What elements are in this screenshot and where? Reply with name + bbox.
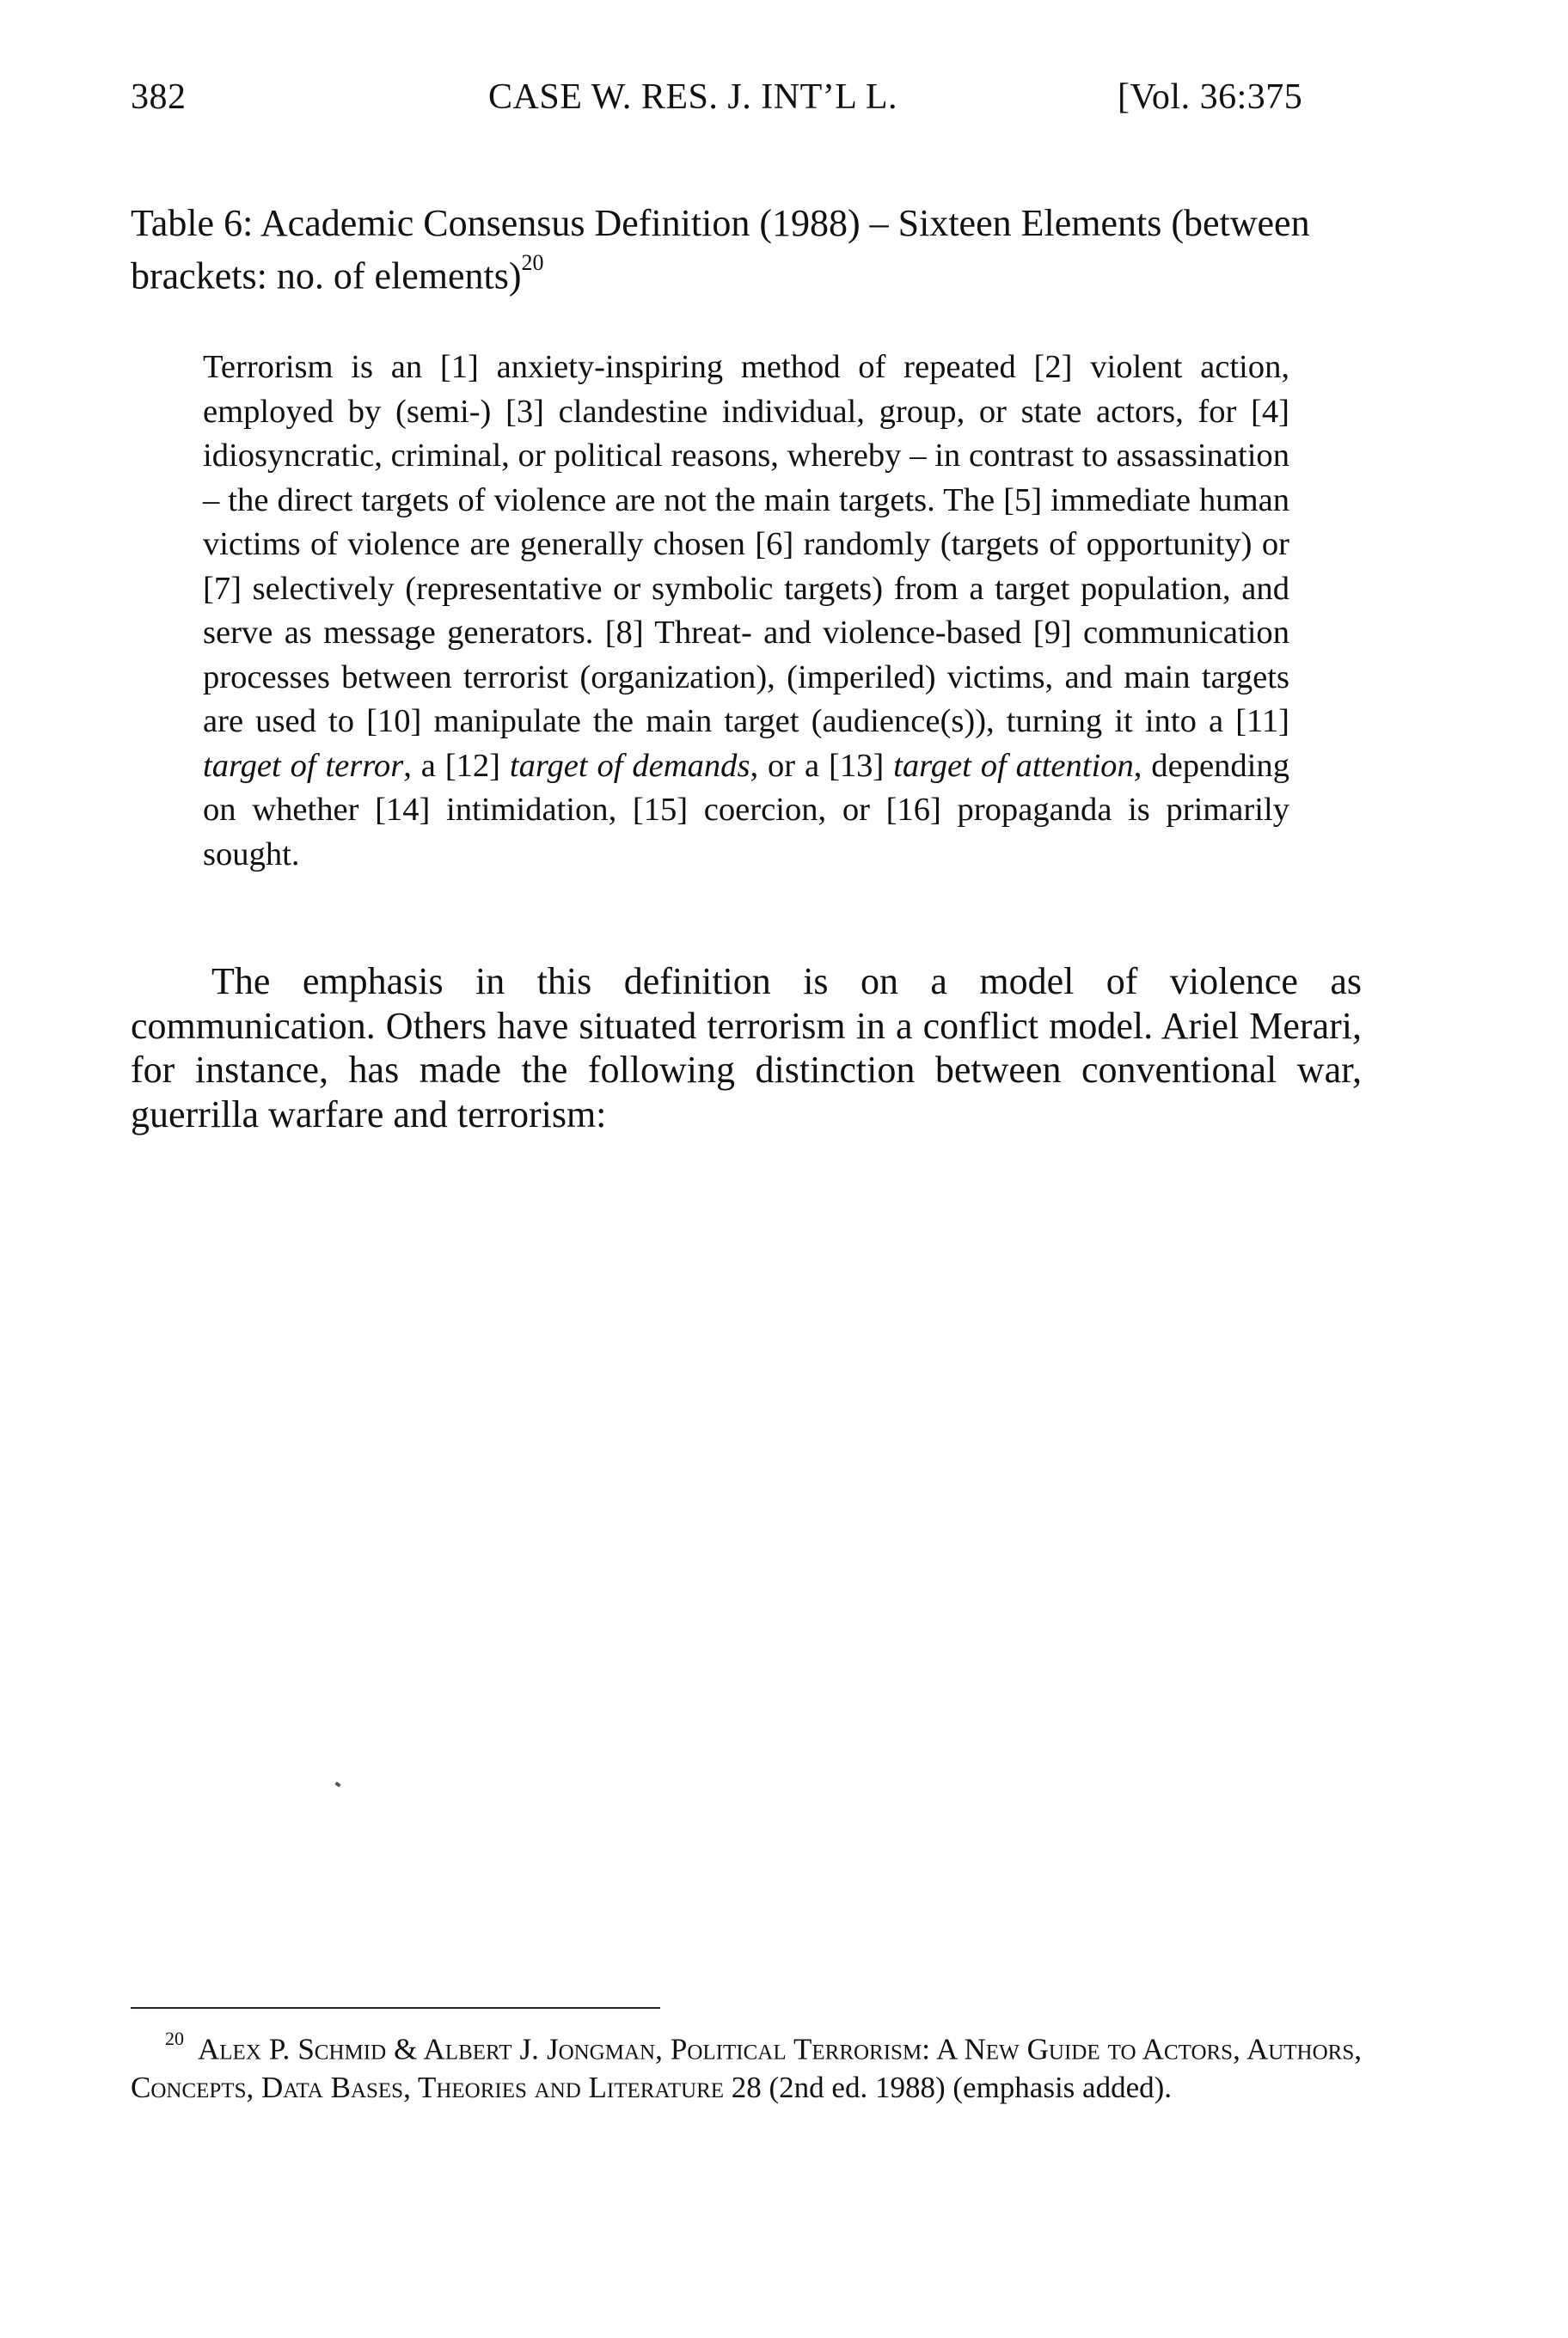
- running-header-volume: [Vol. 36:375: [1118, 77, 1303, 117]
- definition-emphasis-target-of-attention: target of attention: [893, 747, 1134, 784]
- running-header-journal: CASE W. RES. J. INT’L L.: [488, 77, 897, 117]
- definition-block-quote: [203, 346, 1289, 877]
- definition-text-part-3: , or a [13]: [750, 747, 894, 784]
- definition-emphasis-target-of-demands: target of demands: [509, 747, 750, 784]
- definition-text-part-1: Terrorism is an [1] anxiety-inspiring method of repeated [2] violent action, employed by (semi-) [3] clandestine individual, group, or state actors, for [4] idiosyncratic, criminal, or political reasons, whereby – in contrast to assassination – the direct targets of violence are not the main targets. The [5] immediate human victims of violence are generally chosen [6] randomly (targets of opportunity) or [7] selectively (representative or symbolic targets) from a target population, and serve as message generators. [8] Threat- and violence-based [9] communication processes between terrorist (organization), (imperiled) victims, and main targets are used to [10] manipulate the main target (audience(s)), turning it into a [11]: [203, 349, 1289, 739]
- definition-text-part-2: , a [12]: [403, 747, 510, 784]
- footnote-citation-rest: 28 (2nd ed. 1988) (emphasis added).: [724, 2070, 1173, 2104]
- definition-emphasis-target-of-terror: target of terror: [203, 747, 404, 784]
- caption-text: Table 6: Academic Consensus Definition (1988) – Sixteen Elements (between brackets: no. of elements): [131, 202, 1310, 297]
- table-caption: [131, 201, 1377, 299]
- footnote-number: 20: [165, 2028, 184, 2049]
- footnote: [131, 2023, 1362, 2107]
- page-number: 382: [131, 77, 187, 117]
- definition-text-part-4: , depending on whether [14] intimidation, [15] coercion, or [16] propaganda is primarily sought.: [203, 747, 1289, 872]
- stray-mark: [334, 1782, 340, 1788]
- footnote-divider: [131, 2007, 660, 2009]
- body-paragraph: The emphasis in this definition is on a model of violence as communication. Others have situated terrorism in a conflict model. Ariel Merari, for instance, has made the following distinction between conventional war, guerrilla warfare and terrorism:: [131, 960, 1362, 1135]
- footnote-citation-authors-title: Alex P. Schmid & Albert J. Jongman, Political Terrorism: A New Guide to Actors, Authors, Concepts, Data Bases, Theories and Literature: [131, 2032, 1362, 2104]
- footnote-reference: 20: [521, 250, 544, 275]
